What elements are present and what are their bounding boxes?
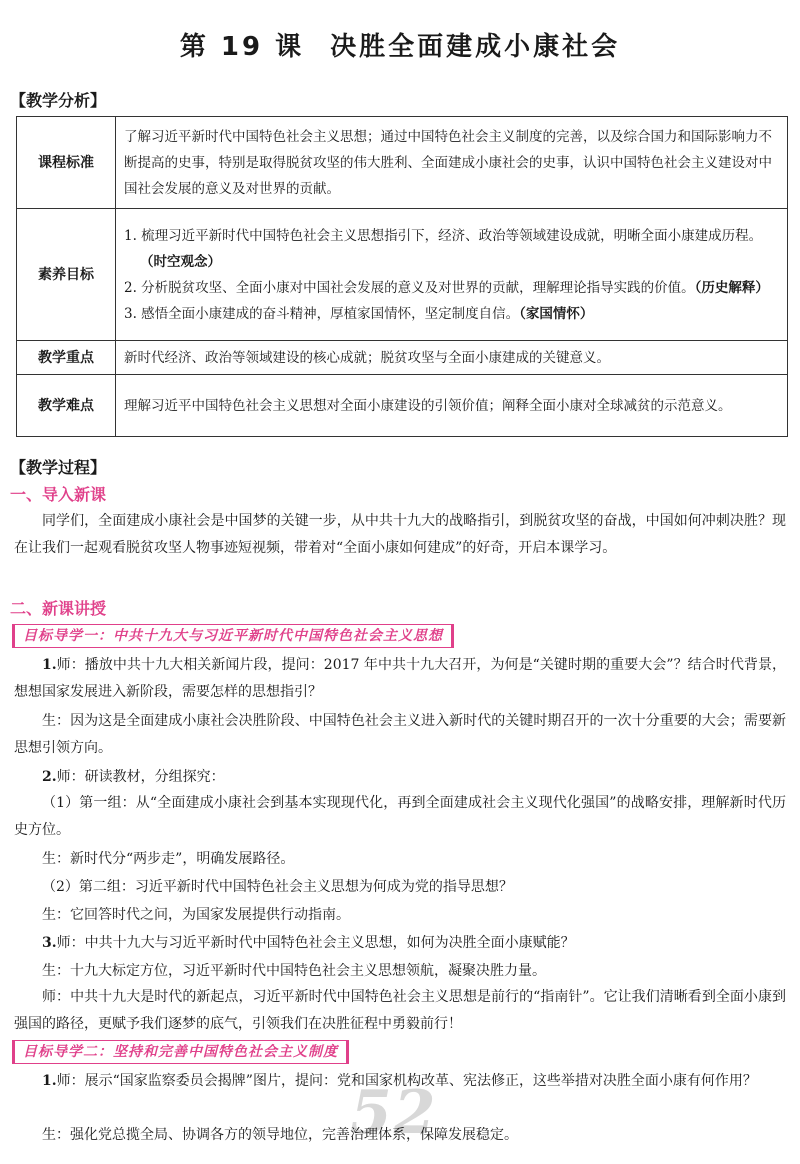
new-lesson-heading: 二、新课讲授 bbox=[10, 599, 107, 618]
row-head: 素养目标 bbox=[17, 209, 116, 341]
paragraph: 3.师：中共十九大与习近平新时代中国特色社会主义思想，如何为决胜全面小康赋能？ bbox=[42, 935, 575, 951]
row-body: 了解习近平新时代中国特色社会主义思想；通过中国特色社会主义制度的完善，以及综合国力和国际影响力不断提高的史事，特别是取得脱贫攻坚的伟大胜利、全面建成小康社会的史事，认识中国特色社会主义建设对中国社会发展的意义及对世界的贡献。 bbox=[116, 117, 788, 209]
page-title bbox=[0, 26, 800, 63]
analysis-table bbox=[16, 116, 788, 437]
lesson-number: 第 19 课 bbox=[179, 32, 305, 62]
paragraph: 生：新时代分“两步走”，明确发展路径。 bbox=[42, 851, 295, 867]
row-body bbox=[116, 209, 788, 341]
paragraph: 师：中共十九大是时代的新起点，习近平新时代中国特色社会主义思想是前行的“指南针”。它让我们清晰看到全面小康到强国的路径，更赋予我们逐梦的底气，引领我们在决胜征程中勇毅前行！ bbox=[14, 989, 786, 1032]
paragraph: 1.师：展示“国家监察委员会揭牌”图片，提问：党和国家机构改革、宪法修正，这些举措对决胜全面小康有何作用？ bbox=[42, 1073, 757, 1089]
intro-paragraph: 同学们，全面建成小康社会是中国梦的关键一步，从中共十九大的战略指引，到脱贫攻坚的奋战，中国如何冲刺决胜？现在让我们一起观看脱贫攻坚人物事迹短视频，带着对“全面小康如何建成”的好奇，开启本课学习。 bbox=[14, 513, 786, 556]
literacy-tag: （家国情怀） bbox=[519, 305, 594, 322]
table-row bbox=[17, 117, 788, 209]
row-head: 教学难点 bbox=[17, 375, 116, 437]
analysis-label: 【教学分析】 bbox=[10, 91, 107, 110]
guide-box-2: 目标导学二：坚持和完善中国特色社会主义制度 bbox=[12, 1040, 349, 1064]
literacy-tag: （时空观念） bbox=[140, 253, 221, 270]
goal-item: 1. 梳理习近平新时代中国特色社会主义思想指引下，经济、政治等领域建设成就，明晰全面小康建成历程。（时空观念） bbox=[124, 227, 763, 270]
paragraph: （2）第二组：习近平新时代中国特色社会主义思想为何成为党的指导思想？ bbox=[42, 879, 513, 895]
paragraph: 1.师：播放中共十九大相关新闻片段，提问：2017 年中共十九大召开，为何是“关键时期的重要大会”？结合时代背景，想想国家发展进入新阶段，需要怎样的思想指引？ bbox=[14, 657, 786, 700]
literacy-tag: （历史解释） bbox=[694, 279, 769, 296]
page-number-watermark: 52 bbox=[350, 1078, 438, 1148]
goal-item: 3. 感悟全面小康建成的奋斗精神，厚植家国情怀，坚定制度自信。（家国情怀） bbox=[124, 305, 594, 322]
paragraph: 生：强化党总揽全局、协调各方的领导地位，完善治理体系，保障发展稳定。 bbox=[42, 1127, 518, 1143]
paragraph: 生：它回答时代之问，为国家发展提供行动指南。 bbox=[42, 907, 350, 923]
goal-item: 2. 分析脱贫攻坚、全面小康对中国社会发展的意义及对世界的贡献，理解理论指导实践的价值。（历史解释） bbox=[124, 279, 769, 296]
process-label: 【教学过程】 bbox=[10, 458, 107, 477]
intro-heading: 一、导入新课 bbox=[10, 485, 107, 504]
table-row bbox=[17, 375, 788, 437]
paragraph: （1）第一组：从“全面建成小康社会到基本实现现代化，再到全面建成社会主义现代化强国”的战略安排，理解新时代历史方位。 bbox=[14, 795, 786, 838]
paragraph: 生：因为这是全面建成小康社会决胜阶段、中国特色社会主义进入新时代的关键时期召开的一次十分重要的大会；需要新思想引领方向。 bbox=[14, 713, 786, 756]
row-body: 新时代经济、政治等领域建设的核心成就；脱贫攻坚与全面小康建成的关键意义。 bbox=[116, 341, 788, 375]
lesson-name: 决胜全面建成小康社会 bbox=[330, 32, 621, 62]
row-body: 理解习近平中国特色社会主义思想对全面小康建设的引领价值；阐释全面小康对全球减贫的示范意义。 bbox=[116, 375, 788, 437]
guide-box-1: 目标导学一：中共十九大与习近平新时代中国特色社会主义思想 bbox=[12, 624, 454, 648]
table-row bbox=[17, 341, 788, 375]
row-head: 课程标准 bbox=[17, 117, 116, 209]
row-head: 教学重点 bbox=[17, 341, 116, 375]
paragraph: 2.师：研读教材，分组探究： bbox=[42, 769, 225, 785]
paragraph: 生：十九大标定方位，习近平新时代中国特色社会主义思想领航，凝聚决胜力量。 bbox=[42, 963, 546, 979]
table-row bbox=[17, 209, 788, 341]
